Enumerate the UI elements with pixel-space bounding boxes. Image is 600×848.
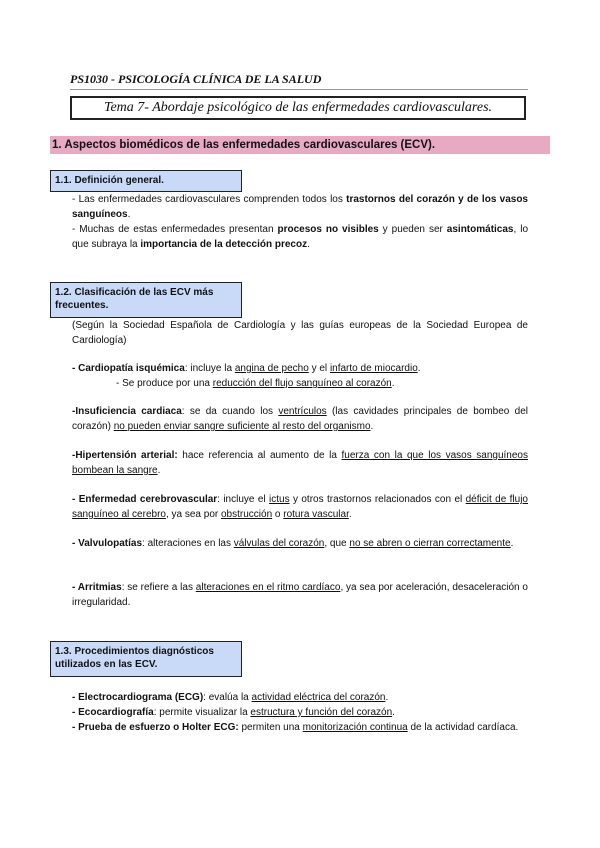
ecv-ischemic-detail: - Se produce por una reducción del flujo sanguíneo al corazón. <box>116 378 395 389</box>
topic-title-box: Tema 7- Abordaje psicológico de las enfermedades cardiovasculares. <box>70 96 526 120</box>
subsection-1-2-heading: 1.2. Clasificación de las ECV más frecuentes. <box>50 282 242 318</box>
definition-paragraph-2: - Muchas de estas enfermedades presentan procesos no visibles y pueden ser asintomáticas, lo que subraya la importancia de la detección precoz. <box>72 224 529 250</box>
definition-paragraph-1: - Las enfermedades cardiovasculares comprenden todos los trastornos del corazón y de los vasos sanguíneos. <box>72 194 528 220</box>
classification-source: (Según la Sociedad Española de Cardiología y las guías europeas de la Sociedad Europea de Cardiología) <box>72 320 528 346</box>
course-header: PS1030 - PSICOLOGÍA CLÍNICA DE LA SALUD <box>70 72 322 86</box>
subsection-1-1-heading: 1.1. Definición general. <box>50 170 242 192</box>
header-divider <box>70 89 528 90</box>
diagnostic-echocardiography: - Ecocardiografía: permite visualizar la estructura y función del corazón. <box>72 707 395 718</box>
ecv-cerebrovascular: - Enfermedad cerebrovascular: incluye el ictus y otros trastornos relacionados con el déficit de flujo sanguíneo al cerebro, ya sea por obstrucción o rotura vascular. <box>72 494 528 520</box>
ecv-heart-failure: -Insuficiencia cardiaca: se da cuando los ventrículos (las cavidades principales de bombeo del corazón) no pueden enviar sangre suficiente al resto del organismo. <box>72 406 528 432</box>
diagnostic-stress-holter: - Prueba de esfuerzo o Holter ECG: permiten una monitorización continua de la actividad cardíaca. <box>72 722 519 733</box>
ecv-hypertension: -Hipertensión arterial: hace referencia al aumento de la fuerza con la que los vasos sanguíneos bombean la sangre. <box>72 450 528 476</box>
ecv-arrhythmias: - Arritmias: se refiere a las alteraciones en el ritmo cardíaco, ya sea por aceleración, desaceleración o irregularidad. <box>72 582 528 608</box>
section-1-heading: 1. Aspectos biomédicos de las enfermedades cardiovasculares (ECV). <box>50 136 550 154</box>
ecv-ischemic: - Cardiopatía isquémica: incluye la angina de pecho y el infarto de miocardio. <box>72 363 421 374</box>
ecv-valvular: - Valvulopatías: alteraciones en las válvulas del corazón, que no se abren o cierran correctamente. <box>72 538 514 549</box>
subsection-1-3-heading: 1.3. Procedimientos diagnósticos utilizados en las ECV. <box>50 641 242 677</box>
diagnostic-ecg: - Electrocardiograma (ECG): evalúa la actividad eléctrica del corazón. <box>72 692 389 703</box>
